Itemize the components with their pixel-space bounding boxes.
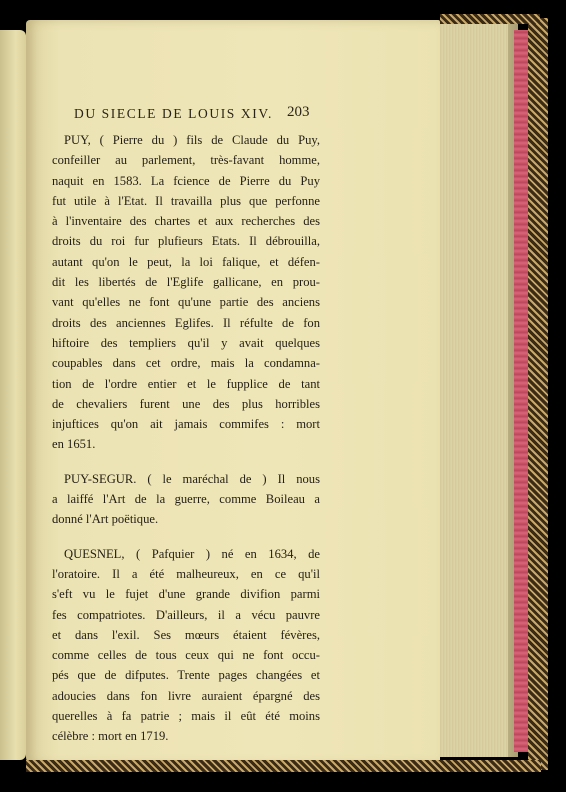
text-line: naquit en 1583. La fcience de Pierre du Puy bbox=[52, 173, 320, 188]
text-line: donné l'Art poëtique. bbox=[52, 512, 159, 527]
running-head: DU SIECLE DE LOUIS XIV. bbox=[74, 106, 273, 121]
text-line: hiftoire des templiers qu'il y avait quelques bbox=[52, 335, 320, 350]
text-line: dit les libertés de l'Eglife gallicane, en prou- bbox=[52, 275, 320, 290]
text-line: adoucies dans fon livre auraient épargné des bbox=[52, 688, 320, 703]
entry-puy-segur bbox=[52, 469, 320, 530]
text-line: célèbre : mort en 1719. bbox=[52, 729, 169, 744]
page-text bbox=[52, 130, 320, 761]
entry-quesnel bbox=[52, 544, 320, 747]
text-line: et dans l'exil. Ses mœurs étaient févères, bbox=[52, 627, 320, 642]
text-line: de chevaliers furent une des plus horribles bbox=[52, 396, 320, 411]
text-line: en 1651. bbox=[52, 437, 96, 452]
page-number: 203 bbox=[287, 104, 310, 120]
text-line: comme celles de tous ceux qui ne font occu- bbox=[52, 648, 320, 663]
text-line: injuftices qu'on ait jamais commifes : mort bbox=[52, 417, 320, 432]
text-line: fes compatriotes. D'ailleurs, il a vécu pauvre bbox=[52, 607, 320, 622]
text-line: PUY, ( Pierre du ) fils de Claude du Puy, bbox=[64, 133, 320, 147]
book-cover-edge bbox=[528, 18, 548, 770]
page-fore-edge bbox=[440, 22, 518, 757]
cover-bottom-band bbox=[26, 760, 541, 772]
text-line: tion de l'ordre entier et le fupplice de tant bbox=[52, 376, 320, 391]
facing-page-edge bbox=[0, 30, 26, 760]
text-line: s'eft vu le fujet d'une grande divifion parmi bbox=[52, 587, 320, 602]
page-edge-marbling bbox=[514, 30, 528, 752]
cover-top-band bbox=[440, 14, 540, 24]
text-line: vant qu'elles ne font qu'une partie des anciens bbox=[52, 295, 320, 310]
text-line: querelles à fa patrie ; mais il eût été moins bbox=[52, 709, 320, 724]
text-line: fut utile à l'Etat. Il travailla plus que perfonne bbox=[52, 193, 320, 208]
text-line: confeiller au parlement, très-favant homme, bbox=[52, 153, 320, 168]
text-line: droits des anciennes Eglifes. Il réfulte de fon bbox=[52, 315, 320, 330]
text-line: pés que de difputes. Trente pages changées et bbox=[52, 668, 320, 683]
text-line: à l'inventaire des chartes et aux recherches des bbox=[52, 214, 320, 229]
entry-puy bbox=[52, 130, 320, 455]
text-line: QUESNEL, ( Pafquier ) né en 1634, de bbox=[64, 546, 320, 561]
text-line: coupables dans cet ordre, mais la condamna- bbox=[52, 356, 320, 371]
text-line: a laiffé l'Art de la guerre, comme Boileau a bbox=[52, 492, 320, 507]
text-line: autant qu'on le peut, la loi falique, et défen- bbox=[52, 254, 320, 269]
text-line: droits du roi fur plufieurs Etats. Il débrouilla, bbox=[52, 234, 320, 249]
text-line: PUY-SEGUR. ( le maréchal de ) Il nous bbox=[64, 471, 320, 486]
text-line: l'oratoire. Il a été malheureux, en ce qu'il bbox=[52, 566, 320, 581]
